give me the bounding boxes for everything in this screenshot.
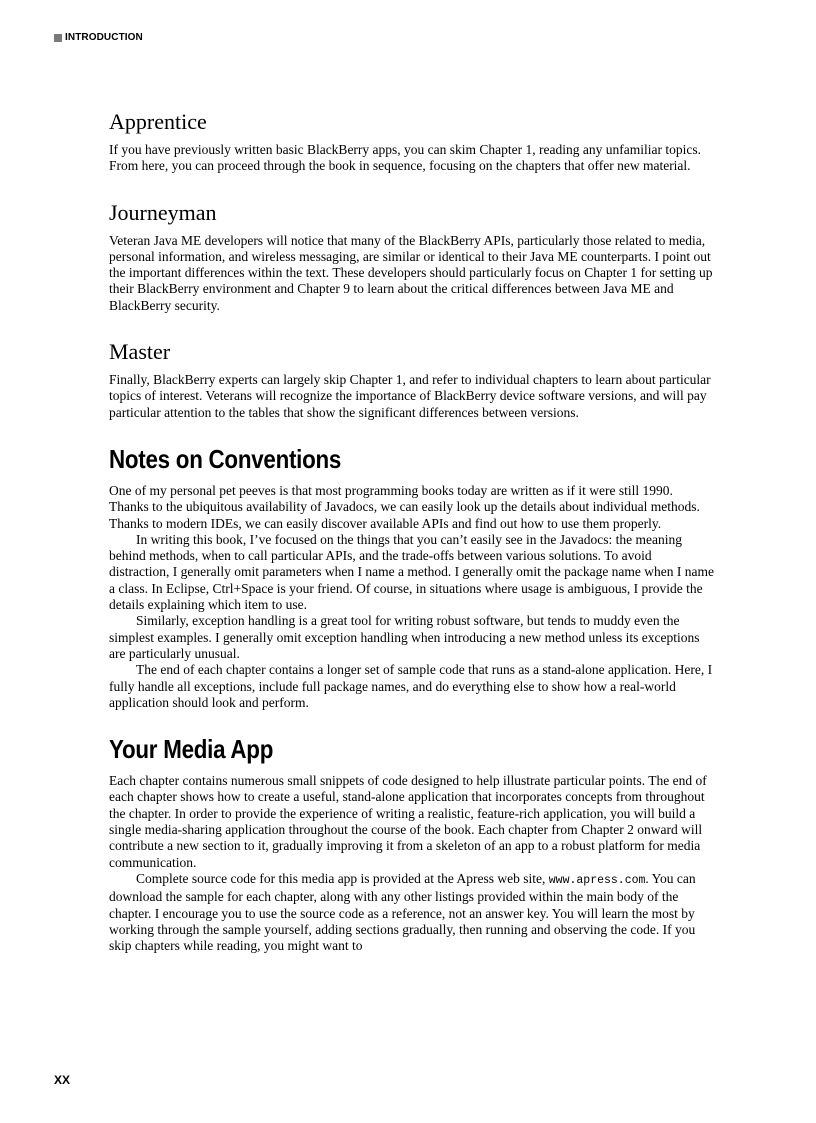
page-number: XX [54,1073,71,1087]
heading-master: Master [109,339,171,365]
heading-journeyman: Journeyman [109,199,217,225]
section-apprentice [109,108,715,175]
paragraph-conventions-1: One of my personal pet peeves is that most programming books today are written as if it were still 1990. Thanks to the ubiquitous availability of Javadocs, we can easily look up the details about individual methods. Thanks to modern IDEs, we can easily discover available APIs and find out how to use them properly. [109,482,700,531]
paragraph-conventions-2: In writing this book, I’ve focused on the things that you can’t easily see in the Javadocs: the meaning behind methods, when to call particular APIs, and the trade-offs between various solutions. To avoid distraction, I generally omit parameters when I name a method. I generally omit the package name when I name a class. In Eclipse, Ctrl+Space is your friend. Of course, in situations where usage is ambiguous, I provide the details explaining which item to use. [109,531,715,613]
paragraph-media-app-2-rest: . You can download the sample for each chapter, along with any other listings provided within the main body of the chapter. I encourage you to use the source code as a reference, not an answer key. You will learn the most by working through the sample yourself, adding sections gradually, then running and observing the code. If you skip chapters while reading, you might want to [109,870,696,954]
paragraph-media-app-1: Each chapter contains numerous small snippets of code designed to help illustrate particular points. The end of each chapter shows how to create a useful, stand-alone application that incorporates concepts from throughout the chapter. In order to provide the experience of writing a realistic, feature-rich application, you will build a single media-sharing application throughout the course of the book. Each chapter from Chapter 2 onward will contribute a new section to it, gradually improving it from a skeleton of an app to a robust platform for media communication. [109,773,707,870]
paragraph-journeyman: Veteran Java ME developers will notice that many of the BlackBerry APIs, particularly those related to media, personal information, and wireless messaging, are similar or identical to their Java ME counterparts. I point out the important differences within the text. These developers should particularly focus on Chapter 1 for setting up their BlackBerry environment and Chapter 9 to learn about the critical differences between Java ME and BlackBerry security. [109,232,713,313]
running-header-label: INTRODUCTION [65,32,143,43]
running-header [54,32,143,43]
section-journeyman [109,199,715,314]
page-content [109,108,715,978]
paragraph-media-app-2-lead: Complete source code for this media app is provided at the Apress web site, [136,870,549,886]
section-master [109,338,715,421]
paragraph-conventions-4: The end of each chapter contains a longer set of sample code that runs as a stand-alone application. Here, I fully handle all exceptions, include full package names, and do everything else to show how a real-world application should look and perform. [109,662,713,710]
paragraph-master: Finally, BlackBerry experts can largely skip Chapter 1, and refer to individual chapters to learn about particular topics of interest. Veterans will recognize the importance of BlackBerry device software versions, and will pay particular attention to the tables that show the significant differences between versions. [109,372,711,420]
paragraph-media-app-2 [109,871,715,954]
paragraph-apprentice: If you have previously written basic BlackBerry apps, you can skim Chapter 1, reading any unfamiliar topics. From here, you can proceed through the book in sequence, focusing on the chapters that offer new material. [109,142,701,174]
header-square-icon [54,34,62,42]
heading-media-app: Your Media App [109,734,274,765]
section-conventions [109,443,715,711]
section-media-app [109,733,715,954]
apress-url-link[interactable]: www.apress.com [548,873,646,887]
paragraph-conventions-3: Similarly, exception handling is a great tool for writing robust software, but tends to muddy even the simplest examples. I generally omit exception handling when introducing a new method unless its exceptions are particularly unusual. [109,613,700,661]
heading-conventions: Notes on Conventions [109,443,342,474]
heading-apprentice: Apprentice [109,109,207,134]
